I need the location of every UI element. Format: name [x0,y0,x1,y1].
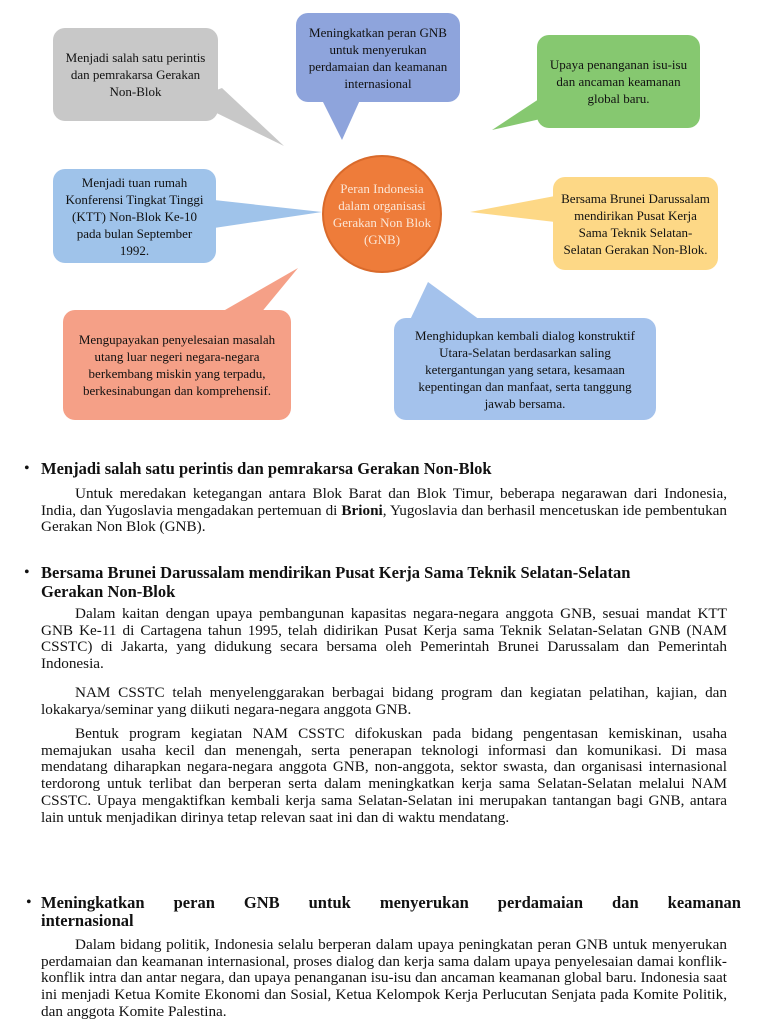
tail-yellow [470,196,555,222]
bubble-north-south-dialog: Menghidupkan kembali dialog konstruktif Utara-Selatan berdasarkan saling ketergantungan yang setara, kesamaan kepentingan dan manfaat, serta tanggung jawab bersama. [394,318,656,420]
section-3-heading-line2: internasional [41,911,134,930]
section-2-paragraph-2: NAM CSSTC telah menyelenggarakan berbagai bidang program dan kegiatan pelatihan, kajian, dan lokakarya/seminar yang diikuti negara-negara anggota GNB. [41,684,727,718]
section-3-heading-line1: Meningkatkan peran GNB untuk menyerukan perdamaian dan keamanan [41,893,741,912]
bubble-debt-resolution: Mengupayakan penyelesaian masalah utang luar negeri negara-negara berkembang miskin yang terpadu, berkesinabungan dan komprehensif. [63,310,291,420]
tail-blue-left [214,200,322,228]
section-2-paragraph-1: Dalam kaitan dengan upaya pembangunan kapasitas negara-negara anggota GNB, sesuai mandat KTT GNB Ke-11 di Cartagena tahun 1995, telah didirikan Pusat Kerja sama Teknik Selatan-Selatan GNB (NAM CSSTC) di Jakarta, yang didukung secara bersama oleh Pemerintah Brunei Darussalam dan Pemerintah Indonesia. [41,605,727,673]
bullet-2: • [24,564,30,581]
section-2-heading-line2: Gerakan Non-Blok [41,582,176,601]
bubble-brunei-center: Bersama Brunei Darussalam mendirikan Pusat Kerja Sama Teknik Selatan-Selatan Gerakan Non-Blok. [553,177,718,270]
bubble-global-threats: Upaya penanganan isu-isu dan ancaman keamanan global baru. [537,35,700,128]
bubble-peace-security: Meningkatkan peran GNB untuk menyerukan perdamaian dan keamanan internasional [296,13,460,102]
section-3-paragraph: Dalam bidang politik, Indonesia selalu berperan dalam upaya peningkatan peran GNB untuk menyerukan perdamaian dan keamanan internasional, proses dialog dan kerja sama dalam upaya penyelesaian damai konflik-konflik intra dan antar negara, dan upaya penanganan isu-isu dan ancaman keamanan global baru. Indonesia saat ini menjadi Ketua Komite Ekonomi dan Sosial, Ketua Kelompok Kerja Perlucutan Senjata pada Komite Politik, dan anggota Komite Palestina. [41,936,727,1020]
section-2-paragraph-3: Bentuk program kegiatan NAM CSSTC difokuskan pada bidang pengentasan kemiskinan, usaha memajukan usaha kecil dan menengah, serta penerapan teknologi informasi dan komunikasi. Di masa mendatang diharapkan negara-negara anggota GNB, non-anggota, sektor swasta, dan organisasi internasional terdorong untuk terlibat dan berperan serta dalam meningkatkan kerja sama Selatan-Selatan melalui NAM CSSTC. Upaya mengaktifkan kembali kerja sama Selatan-Selatan ini merupakan tantangan bagi GNB, antara lain untuk menjadikan dirinya tetap relevan saat ini dan di waktu mendatang. [41,725,727,826]
bubble-pioneer: Menjadi salah satu perintis dan pemrakarsa Gerakan Non-Blok [53,28,218,121]
section-2-heading-line1: Bersama Brunei Darussalam mendirikan Pusat Kerja Sama Teknik Selatan-Selatan [41,563,631,582]
center-node: Peran Indonesia dalam organisasi Gerakan Non Blok (GNB) [322,155,442,273]
tail-blue-bottom [410,282,480,320]
section-1-paragraph: Untuk meredakan ketegangan antara Blok Barat dan Blok Timur, beberapa negarawan dari Indonesia, India, dan Yugoslavia mengadakan pertemuan di Brioni, Yugoslavia dan berhasil mencetuskan ide pembentukan Gerakan Non Blok (GNB). [41,485,727,536]
brioni-bold: Brioni [341,501,383,519]
tail-blue-top [322,100,360,140]
bubble-ktt-host: Menjadi tuan rumah Konferensi Tingkat Tinggi (KTT) Non-Blok Ke-10 pada bulan September 1992. [53,169,216,263]
tail-salmon [218,268,298,314]
gnb-role-diagram [0,0,768,440]
bullet-3: • [26,894,32,911]
section-1-heading: Menjadi salah satu perintis dan pemrakarsa Gerakan Non-Blok [41,459,492,478]
bullet-1: • [24,460,30,477]
